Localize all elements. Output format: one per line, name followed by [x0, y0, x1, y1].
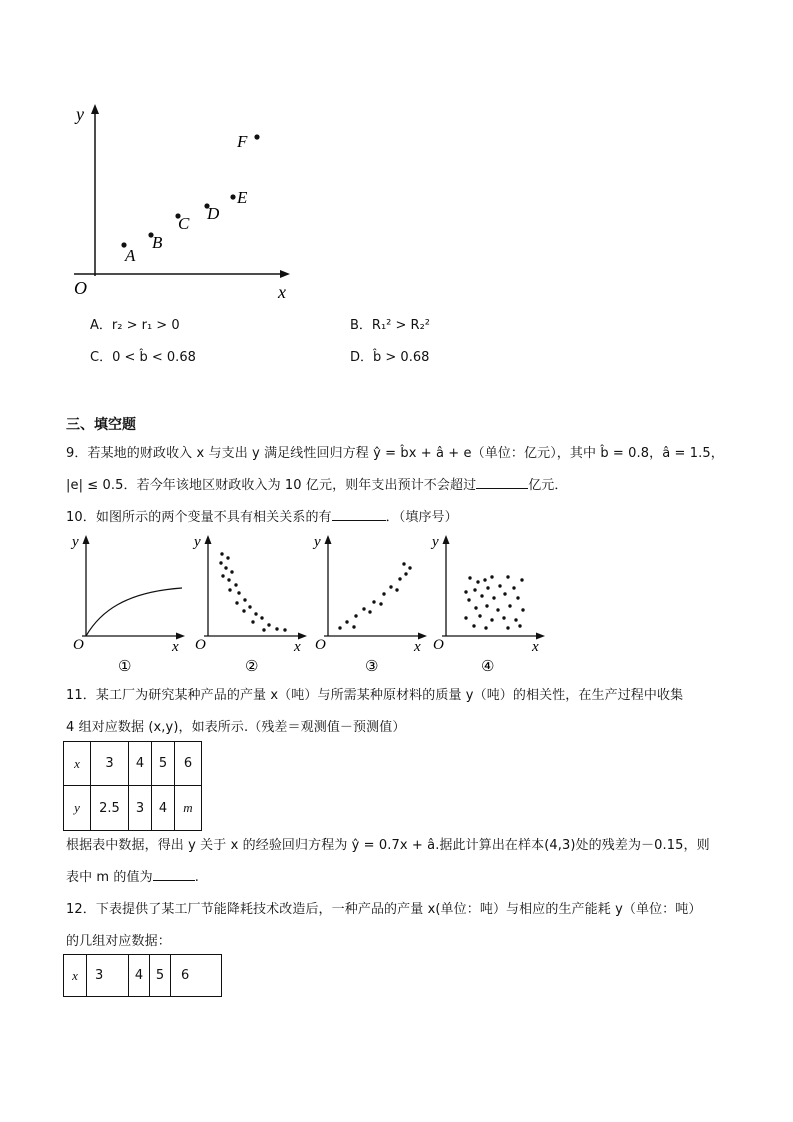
q10-graph-4-dots — [464, 575, 524, 629]
q11-cell-y-label: y — [64, 786, 91, 831]
q12-line2: 的几组对应数据： — [66, 934, 171, 949]
q10-graph-2-x: x — [294, 639, 301, 655]
q8-point-c-label: C — [178, 214, 190, 233]
q10-graph-2-dots — [219, 552, 286, 631]
q12-data-table — [63, 954, 222, 997]
q10-graph-1-x: x — [172, 639, 179, 655]
q8-option-d — [350, 346, 429, 365]
q8-option-c — [90, 346, 196, 365]
q10-graph-1-label: ① — [118, 659, 132, 675]
q8-option-c-prefix: C． — [90, 350, 113, 365]
q8-option-b-prefix: B． — [350, 318, 372, 333]
q11-data-table — [63, 741, 202, 831]
q8-y-label: y — [76, 104, 84, 124]
q11-line4 — [66, 866, 199, 885]
q9-line2 — [66, 474, 568, 493]
table-cell: 4 — [129, 955, 150, 997]
q9-answer-blank[interactable] — [476, 474, 528, 489]
q10-graph-1-curve — [86, 588, 182, 636]
q11-line3: 根据表中数据，得出 y 关于 x 的经验回归方程为 ŷ = 0.7x + â.据此计算出在样本(4,3)处的残差为－0.15，则 — [66, 838, 710, 853]
q8-point-f — [254, 134, 259, 139]
q10-graph-3-dots — [338, 562, 411, 629]
q8-x-label: x — [278, 282, 286, 302]
q10-question — [66, 506, 458, 525]
q9-line2-end: 亿元． — [528, 478, 568, 493]
q8-option-b-text: R₁² > R₂² — [371, 318, 430, 333]
q8-option-b — [350, 314, 430, 333]
q8-scatter-figure — [68, 98, 298, 308]
q8-point-d-label: D — [207, 204, 220, 223]
q8-option-d-prefix: D． — [350, 350, 374, 365]
table-cell: 5 — [150, 955, 171, 997]
q9-line1: 9．若某地的财政收入 x 与支出 y 满足线性回归方程 ŷ = b̂x + â + e（单位：亿元），其中 b̂ = 0.8，â = 1.5， — [66, 446, 724, 461]
q8-option-a — [90, 314, 180, 333]
q10-graph-1-y: y — [72, 534, 79, 550]
q10-graph-4-y: y — [432, 534, 439, 550]
q8-x-arrow — [280, 270, 290, 278]
q8-point-f-label: F — [237, 132, 248, 151]
table-cell: 4 — [152, 786, 175, 831]
q8-option-a-text: r₂ > r₁ > 0 — [111, 318, 180, 333]
q8-point-b-label: B — [152, 233, 163, 252]
q10-graph-3-label: ③ — [365, 659, 379, 675]
q8-point-a-label: A — [125, 246, 136, 265]
table-cell: 6 — [171, 955, 222, 997]
q10-graph-2-label: ② — [245, 659, 259, 675]
q10-answer-blank[interactable] — [332, 506, 386, 521]
section-title: 三、填空题 — [66, 417, 136, 433]
table-row — [64, 955, 222, 997]
table-row — [64, 786, 202, 831]
q10-graph-3-o: O — [315, 637, 326, 653]
table-cell: 4 — [129, 742, 152, 786]
q8-option-d-text: b̂ > 0.68 — [373, 350, 430, 365]
q8-point-e — [230, 194, 235, 199]
q11-cell-x-label: x — [64, 742, 91, 786]
q11-line4-text: 表中 m 的值为 — [66, 870, 153, 885]
q11-line1: 11．某工厂为研究某种产品的产量 x（吨）与所需某种原材料的质量 y（吨）的相关性，在生产过程中收集 — [66, 688, 684, 703]
q12-line1: 12．下表提供了某工厂节能降耗技术改造后，一种产品的产量 x(单位：吨）与相应的生产能耗 y（单位：吨） — [66, 902, 702, 917]
q8-origin-label: O — [74, 278, 87, 298]
q10-graph-3-y: y — [314, 534, 321, 550]
q8-point-e-label: E — [237, 188, 248, 207]
q11-line2: 4 组对应数据 (x,y)，如表所示.（残差＝观测值－预测值） — [66, 720, 406, 735]
table-row — [64, 742, 202, 786]
q10-graph-2-o: O — [195, 637, 206, 653]
q11-answer-blank[interactable] — [153, 866, 195, 881]
q10-graph-4 — [430, 530, 550, 678]
q10-graph-3-x: x — [414, 639, 421, 655]
q8-option-c-text: 0 < b̂ < 0.68 — [112, 350, 196, 365]
q8-option-a-prefix: A． — [90, 318, 112, 333]
table-cell: 3 — [91, 742, 129, 786]
q10-graph-2-y: y — [194, 534, 201, 550]
table-cell: 5 — [152, 742, 175, 786]
table-cell: 6 — [175, 742, 202, 786]
q10-graph-1 — [70, 530, 190, 678]
q10-graph-4-label: ④ — [481, 659, 495, 675]
q10-graph-3 — [312, 530, 432, 678]
q10-graph-4-x: x — [532, 639, 539, 655]
q8-y-arrow — [91, 104, 99, 114]
q9-line2-text: |e| ≤ 0.5．若今年该地区财政收入为 10 亿元，则年支出预计不会超过 — [66, 478, 477, 493]
q10-graph-1-o: O — [73, 637, 84, 653]
q12-cell-x-label: x — [64, 955, 87, 997]
q10-graph-4-o: O — [433, 637, 444, 653]
table-cell: m — [175, 786, 202, 831]
q10-graph-2 — [192, 530, 312, 678]
table-cell: 2.5 — [91, 786, 129, 831]
q10-text: 10．如图所示的两个变量不具有相关关系的有 — [66, 510, 332, 525]
q10-text-end: ．（填序号） — [385, 510, 458, 525]
q11-line4-end: . — [194, 870, 199, 885]
table-cell: 3 — [87, 955, 129, 997]
table-cell: 3 — [129, 786, 152, 831]
